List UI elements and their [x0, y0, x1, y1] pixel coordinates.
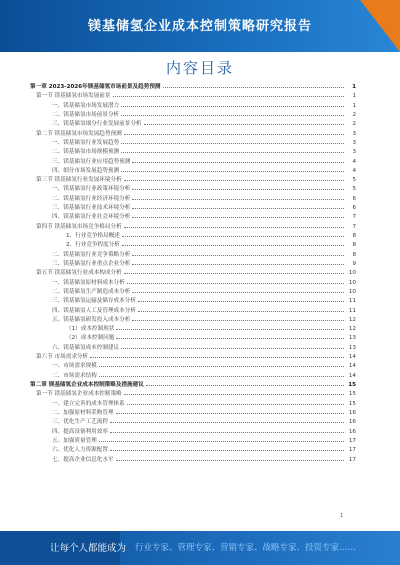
toc-entry-text: 六、镁基储氢成本控制建议: [52, 344, 120, 351]
table-of-contents: [30, 83, 356, 465]
toc-entry-page: 9: [352, 260, 356, 267]
toc-leader-dots: [132, 159, 344, 163]
toc-leader-dots: [121, 112, 344, 116]
toc-entry-text: 四、镁基储氢行业社会环境分析: [52, 214, 131, 221]
toc-entry-page: 6: [352, 195, 356, 202]
toc-entry-text: （1）成本控制现状: [66, 326, 115, 333]
toc-entry-text: 二、市场需求结构: [52, 372, 97, 379]
toc-entry-page: 6: [352, 205, 356, 212]
toc-entry-page: 17: [348, 447, 356, 454]
toc-entry-text: 第一节 镁基储氢市场发展前景: [36, 93, 111, 100]
toc-leader-dots: [110, 447, 344, 451]
toc-entry-page: 16: [348, 428, 356, 435]
toc-entry-text: 一、镁基储氢市场发展潜力: [52, 102, 120, 109]
toc-entry-text: 二、镁基储氢市场前景分析: [52, 111, 120, 118]
toc-leader-dots: [121, 140, 344, 144]
toc-entry[interactable]: [30, 353, 356, 362]
toc-leader-dots: [124, 131, 344, 135]
toc-entry[interactable]: [30, 400, 356, 409]
toc-entry-text: 五、加强质量管理: [52, 437, 97, 444]
toc-entry-page: 16: [348, 419, 356, 426]
toc-leader-dots: [113, 93, 345, 97]
toc-entry-text: 第四节 镁基储氢市场竞争格局分析: [36, 223, 122, 230]
toc-leader-dots: [99, 363, 344, 367]
toc-leader-dots: [132, 186, 344, 190]
toc-entry-page: 7: [352, 223, 356, 230]
toc-entry-text: 四、提高设备利用效率: [52, 428, 108, 435]
toc-entry[interactable]: [30, 241, 356, 250]
toc-entry-text: 二、镁基储氢生产制造成本分析: [52, 288, 131, 295]
toc-entry[interactable]: [30, 195, 356, 204]
report-title: 镁基储氢企业成本控制策略研究报告: [87, 19, 312, 34]
toc-entry-text: 三、镁基储氢行业应用趋势预测: [52, 158, 131, 165]
toc-entry[interactable]: [30, 167, 356, 176]
toc-entry-text: 第六节 市场需求分析: [36, 354, 89, 361]
toc-entry[interactable]: [30, 428, 356, 437]
toc-leader-dots: [110, 419, 344, 423]
toc-entry-text: 三、镁基储氢运输及储存成本分析: [52, 298, 136, 305]
toc-entry[interactable]: [30, 372, 356, 381]
toc-entry-text: 二、镁基储氢行业竞争策略分析: [52, 251, 131, 258]
toc-entry[interactable]: [30, 381, 356, 390]
toc-entry[interactable]: [30, 362, 356, 371]
toc-entry-page: 5: [352, 177, 356, 184]
page-number: 1: [340, 513, 344, 519]
toc-entry-page: 2: [352, 121, 356, 128]
toc-entry-text: 一、市场需求规模: [52, 363, 97, 370]
toc-entry[interactable]: [30, 83, 356, 92]
toc-entry-page: 4: [352, 167, 356, 174]
toc-entry-text: 四、镁基储氢人工及管理成本分析: [52, 307, 136, 314]
toc-entry[interactable]: [30, 288, 356, 297]
toc-entry-text: 二、镁基储氢行业经济环境分析: [52, 195, 131, 202]
toc-entry-text: 第一章 2023-2026年镁基储氢市场前景及趋势预测: [30, 84, 161, 90]
toc-leader-dots: [116, 326, 344, 330]
toc-entry-page: 1: [352, 84, 356, 90]
toc-leader-dots: [132, 205, 344, 209]
toc-leader-dots: [127, 280, 344, 284]
toc-entry[interactable]: [30, 325, 356, 334]
toc-leader-dots: [124, 391, 344, 395]
toc-entry[interactable]: [30, 158, 356, 167]
toc-leader-dots: [99, 438, 344, 442]
toc-entry-page: 11: [348, 298, 356, 305]
toc-entry-text: 六、优化人力资源配置: [52, 447, 108, 454]
toc-entry-page: 2: [352, 111, 356, 118]
toc-entry-page: 15: [348, 382, 356, 388]
toc-entry-page: 12: [348, 326, 356, 333]
toc-entry-page: 1: [352, 102, 356, 109]
footer-slogan: 让每个人都能成为: [50, 543, 127, 554]
toc-entry[interactable]: [30, 307, 356, 316]
toc-entry-text: 七、提高企业信息化水平: [52, 456, 114, 463]
toc-entry-text: 2、行业竞争程度分析: [66, 242, 120, 249]
toc-entry[interactable]: [30, 260, 356, 269]
toc-leader-dots: [163, 84, 344, 88]
toc-entry[interactable]: [30, 120, 356, 129]
toc-entry[interactable]: [30, 409, 356, 418]
toc-leader-dots: [132, 261, 344, 265]
toc-entry[interactable]: [30, 446, 356, 455]
toc-leader-dots: [144, 121, 344, 125]
toc-entry-text: 第二章 镁基储氢企业成本控制策略及措施建议: [30, 382, 144, 388]
toc-entry-page: 11: [348, 307, 356, 314]
toc-entry[interactable]: [30, 232, 356, 241]
toc-entry[interactable]: [30, 390, 356, 399]
toc-leader-dots: [122, 233, 344, 237]
toc-leader-dots: [124, 270, 344, 274]
footer-banner: [0, 531, 400, 565]
toc-entry-text: 第一节 镁基储氢企业成本控制策略: [36, 391, 122, 398]
toc-entry[interactable]: [30, 102, 356, 111]
toc-entry-page: 13: [348, 344, 356, 351]
toc-leader-dots: [132, 196, 344, 200]
toc-entry[interactable]: [30, 344, 356, 353]
toc-heading: 内容目录: [165, 59, 234, 77]
toc-entry-text: 第三节 镁基储氢行业发展环境分析: [36, 177, 122, 184]
toc-entry[interactable]: [30, 176, 356, 185]
toc-entry[interactable]: [30, 269, 356, 278]
toc-entry-page: 12: [348, 316, 356, 323]
toc-leader-dots: [116, 457, 344, 461]
toc-entry-text: 一、镁基储氢原材料成本分析: [52, 279, 125, 286]
toc-entry-text: （2）成本控制问题: [66, 335, 115, 342]
toc-entry-text: 1、行业竞争格局概述: [66, 233, 120, 239]
toc-entry[interactable]: [30, 148, 356, 157]
toc-entry-page: 17: [348, 456, 356, 463]
toc-leader-dots: [124, 177, 344, 181]
toc-entry-page: 14: [348, 363, 356, 370]
toc-entry[interactable]: [30, 279, 356, 288]
toc-entry-text: 三、优化生产工艺流程: [52, 419, 108, 426]
toc-leader-dots: [121, 345, 344, 349]
toc-leader-dots: [132, 317, 344, 321]
toc-entry-text: 五、镁基储氢研发投入成本分析: [52, 316, 131, 323]
toc-entry-text: 三、镁基储氢行业重点企业分析: [52, 260, 131, 267]
toc-entry[interactable]: [30, 297, 356, 306]
toc-entry-page: 15: [348, 400, 356, 407]
toc-entry[interactable]: [30, 185, 356, 194]
toc-entry-text: 三、镁基储氢细分行业发展前景分析: [52, 121, 142, 128]
toc-entry-page: 8: [352, 233, 356, 239]
toc-entry-text: 第二节 镁基储氢市场发展趋势预测: [36, 130, 122, 137]
toc-leader-dots: [121, 149, 344, 153]
toc-leader-dots: [138, 298, 344, 302]
toc-leader-dots: [132, 252, 344, 256]
toc-entry[interactable]: [30, 316, 356, 325]
toc-entry-text: 一、建立完善的成本管理体系: [52, 400, 125, 407]
toc-leader-dots: [122, 242, 344, 246]
toc-entry-page: 5: [352, 186, 356, 193]
toc-entry[interactable]: [30, 130, 356, 139]
toc-entry-page: 1: [352, 93, 356, 100]
toc-entry-page: 16: [348, 409, 356, 416]
toc-entry-text: 一、镁基储氢行业发展趋势: [52, 139, 120, 146]
toc-entry-page: 13: [348, 335, 356, 342]
toc-entry-page: 10: [348, 270, 356, 277]
toc-leader-dots: [121, 168, 344, 172]
report-header: [0, 0, 400, 52]
toc-entry-text: 二、加强原材料采购管理: [52, 409, 114, 416]
toc-entry[interactable]: [30, 139, 356, 148]
toc-entry-page: 3: [352, 130, 356, 137]
toc-entry-text: 三、镁基储氢行业技术环境分析: [52, 205, 131, 212]
toc-entry[interactable]: [30, 223, 356, 232]
toc-entry-page: 14: [348, 354, 356, 361]
toc-entry-page: 7: [352, 214, 356, 221]
toc-leader-dots: [127, 401, 344, 405]
toc-entry[interactable]: [30, 92, 356, 101]
toc-entry-page: 15: [348, 391, 356, 398]
toc-entry[interactable]: [30, 111, 356, 120]
toc-entry-page: 4: [352, 158, 356, 165]
toc-leader-dots: [132, 289, 344, 293]
toc-entry[interactable]: [30, 437, 356, 446]
toc-entry-page: 3: [352, 149, 356, 156]
toc-leader-dots: [124, 224, 344, 228]
toc-leader-dots: [146, 382, 344, 386]
toc-entry-text: 二、镁基储氢市场规模预测: [52, 149, 120, 156]
toc-leader-dots: [90, 354, 344, 358]
toc-leader-dots: [121, 103, 344, 107]
toc-entry-text: 第五节 镁基储氢行业成本构成分析: [36, 270, 122, 277]
toc-leader-dots: [99, 373, 344, 377]
toc-leader-dots: [110, 429, 344, 433]
toc-entry[interactable]: [30, 213, 356, 222]
toc-entry-page: 10: [348, 288, 356, 295]
toc-entry[interactable]: [30, 204, 356, 213]
toc-entry-page: 17: [348, 437, 356, 444]
toc-entry-page: 8: [352, 242, 356, 249]
footer-tagline: 行业专家、管理专家、营销专家、战略专家、投资专家……: [135, 543, 357, 553]
toc-entry-page: 14: [348, 372, 356, 379]
toc-entry-page: 3: [352, 139, 356, 146]
toc-entry[interactable]: [30, 251, 356, 260]
toc-entry-page: 10: [348, 279, 356, 286]
toc-entry[interactable]: [30, 418, 356, 427]
toc-entry[interactable]: [30, 334, 356, 343]
toc-leader-dots: [116, 410, 344, 414]
toc-leader-dots: [116, 335, 344, 339]
toc-entry-text: 一、镁基储氢行业政策环境分析: [52, 186, 131, 193]
toc-leader-dots: [132, 214, 344, 218]
toc-entry-page: 8: [352, 251, 356, 258]
toc-entry[interactable]: [30, 456, 356, 465]
toc-leader-dots: [138, 308, 344, 312]
toc-entry-text: 四、细分市场发展趋势预测: [52, 167, 120, 174]
